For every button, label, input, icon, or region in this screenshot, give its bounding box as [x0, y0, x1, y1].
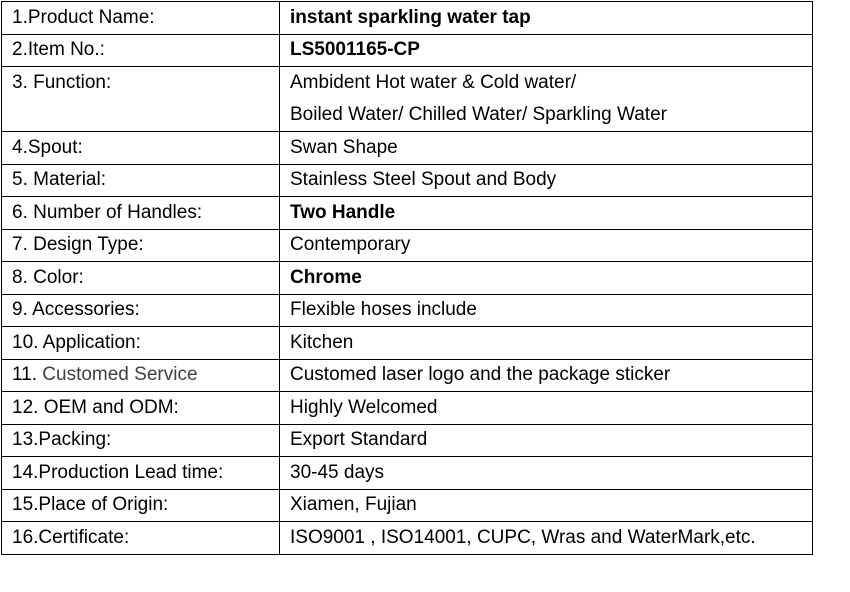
spec-label-text: 3. Function:: [12, 72, 112, 93]
spec-label: 16.Certificate:: [2, 522, 280, 555]
spec-value: Export Standard: [280, 424, 813, 457]
table-row: [2, 457, 813, 490]
spec-value: Customed laser logo and the package sticker: [280, 359, 813, 392]
spec-value: 30-45 days: [280, 457, 813, 490]
spec-value: Swan Shape: [280, 132, 813, 165]
spec-label: 10. Application:: [2, 327, 280, 360]
spec-value: Xiamen, Fujian: [280, 489, 813, 522]
spec-label: 7. Design Type:: [2, 229, 280, 262]
spec-value: Two Handle: [280, 197, 813, 230]
table-row: [2, 67, 813, 132]
spec-label: 2.Item No.:: [2, 34, 280, 67]
table-row: [2, 132, 813, 165]
table-row: [2, 197, 813, 230]
spec-label: 13.Packing:: [2, 424, 280, 457]
spec-value: Chrome: [280, 262, 813, 295]
spec-value-line: Boiled Water/ Chilled Water/ Sparkling Water: [290, 104, 667, 125]
spec-label: 6. Number of Handles:: [2, 197, 280, 230]
table-row: [2, 359, 813, 392]
spec-value: Flexible hoses include: [280, 294, 813, 327]
spec-value: LS5001165-CP: [280, 34, 813, 67]
spec-value: Stainless Steel Spout and Body: [280, 164, 813, 197]
spec-value: Kitchen: [280, 327, 813, 360]
table-row: [2, 229, 813, 262]
spec-label-prefix: 11.: [12, 364, 43, 386]
spec-value: Contemporary: [280, 229, 813, 262]
spec-label: [2, 359, 280, 392]
product-spec-table: [1, 1, 813, 555]
spec-label: 12. OEM and ODM:: [2, 392, 280, 425]
spec-value-line: Ambident Hot water & Cold water/: [290, 72, 577, 93]
spec-label: 4.Spout:: [2, 132, 280, 165]
spec-label: 8. Color:: [2, 262, 280, 295]
spec-label: 15.Place of Origin:: [2, 489, 280, 522]
table-row: [2, 327, 813, 360]
table-row: [2, 164, 813, 197]
table-row: [2, 34, 813, 67]
table-row: [2, 489, 813, 522]
spec-value: Highly Welcomed: [280, 392, 813, 425]
table-row: [2, 392, 813, 425]
table-row: [2, 294, 813, 327]
table-row: [2, 262, 813, 295]
spec-label: 9. Accessories:: [2, 294, 280, 327]
table-row: [2, 2, 813, 35]
spec-label: [2, 67, 280, 132]
table-row: [2, 522, 813, 555]
spec-value: instant sparkling water tap: [280, 2, 813, 35]
spec-label-rest: Customed Service: [42, 364, 198, 386]
spec-label: 1.Product Name:: [2, 2, 280, 35]
spec-value: ISO9001 , ISO14001, CUPC, Wras and WaterMark,etc.: [280, 522, 813, 555]
spec-label: 14.Production Lead time:: [2, 457, 280, 490]
table-row: [2, 424, 813, 457]
spec-value: [280, 67, 813, 132]
spec-label: 5. Material:: [2, 164, 280, 197]
